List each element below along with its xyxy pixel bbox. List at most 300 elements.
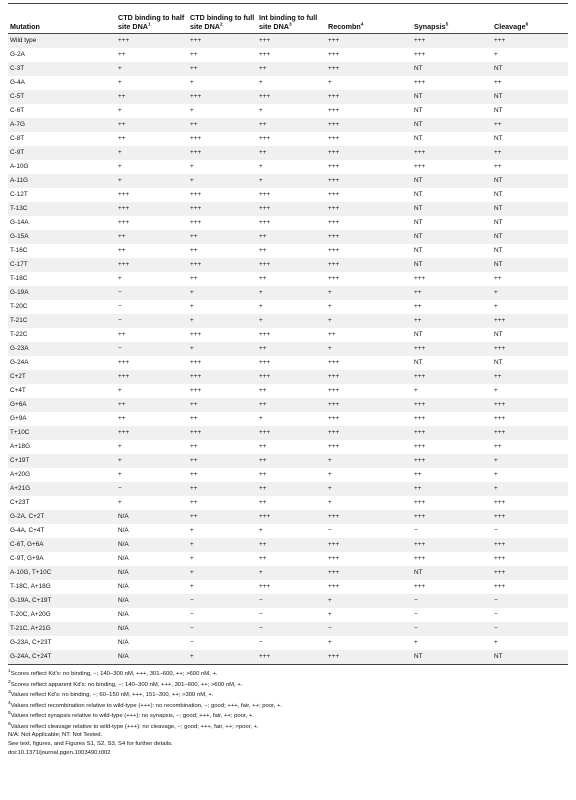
table-row: [8, 468, 568, 482]
score-cell: ++: [190, 443, 198, 450]
score-cell: +: [190, 527, 194, 534]
score-cell: ++: [118, 331, 126, 338]
mutation-cell: C+23T: [10, 499, 30, 506]
table-container: [8, 0, 568, 757]
score-cell: +++: [259, 219, 271, 226]
footnote-text: Scores reflect apparent Kd's: no binding, −; 140–300 nM, +++, 301–600, ++; >600 nM, +.: [10, 681, 243, 688]
score-cell: ++: [116, 230, 188, 244]
score-cell: N/A: [116, 566, 188, 580]
table-row: [8, 370, 568, 384]
score-cell: +++: [188, 202, 257, 216]
score-cell: N/A: [118, 583, 129, 590]
mutation-cell: T-16C: [10, 247, 28, 254]
score-cell: +: [259, 107, 263, 114]
mutation-cell: C+4T: [10, 387, 26, 394]
score-cell: ++: [492, 370, 568, 384]
score-cell: +: [328, 303, 332, 310]
score-cell: ++: [188, 482, 257, 496]
score-cell: N/A: [118, 555, 129, 562]
score-cell: +: [494, 639, 498, 646]
score-cell: +: [492, 482, 568, 496]
table-row: [8, 216, 568, 230]
mutation-cell: T-21C, A+21G: [8, 622, 116, 636]
mutation-cell: G+9A: [10, 415, 27, 422]
score-cell: +: [326, 594, 412, 608]
score-cell: +++: [412, 454, 492, 468]
score-cell: −: [412, 594, 492, 608]
score-cell: +: [326, 482, 412, 496]
score-cell: +++: [326, 650, 412, 665]
table-row: [8, 118, 568, 132]
mutation-cell: T-20C, A+20G: [10, 611, 51, 618]
footnote-marker: 6: [525, 22, 529, 28]
score-cell: +++: [116, 258, 188, 272]
score-cell: +: [414, 639, 418, 646]
score-cell: NT: [494, 359, 503, 366]
score-cell: +++: [492, 426, 568, 440]
mutation-cell: Wild type: [8, 34, 116, 49]
score-cell: N/A: [116, 650, 188, 665]
score-cell: ++: [257, 482, 326, 496]
score-cell: +: [118, 471, 122, 478]
score-cell: +++: [328, 415, 340, 422]
table-row: [8, 230, 568, 244]
mutation-cell: A+21G: [8, 482, 116, 496]
score-cell: ++: [188, 230, 257, 244]
score-cell: +++: [326, 230, 412, 244]
mutation-cell: C-17T: [8, 258, 116, 272]
table-row: [8, 440, 568, 454]
score-cell: ++: [257, 454, 326, 468]
score-cell: +++: [257, 90, 326, 104]
score-cell: +++: [326, 258, 412, 272]
score-cell: +: [328, 639, 332, 646]
score-cell: +++: [328, 247, 340, 254]
score-cell: +: [118, 499, 122, 506]
score-cell: +: [259, 79, 263, 86]
score-cell: +++: [492, 538, 568, 552]
score-cell: +: [188, 566, 257, 580]
score-cell: +++: [328, 191, 340, 198]
mutation-cell: G-14A: [10, 219, 29, 226]
mutation-cell: C+2T: [8, 370, 116, 384]
score-cell: +: [259, 527, 263, 534]
score-cell: ++: [259, 387, 267, 394]
score-cell: +++: [259, 583, 271, 590]
score-cell: +++: [414, 555, 426, 562]
score-cell: −: [414, 527, 418, 534]
score-cell: +: [492, 454, 568, 468]
mutation-cell: A-7G: [8, 118, 116, 132]
score-cell: +: [494, 471, 498, 478]
score-cell: NT: [414, 247, 423, 254]
score-cell: +++: [414, 275, 426, 282]
mutation-cell: C-9T, G+9A: [10, 555, 44, 562]
mutation-cell: G-23A, C+23T: [10, 639, 52, 646]
mutation-cell: C-6T: [10, 107, 25, 114]
score-cell: +: [118, 79, 122, 86]
score-cell: ++: [414, 471, 422, 478]
score-cell: +: [259, 303, 263, 310]
score-cell: ++: [116, 90, 188, 104]
score-cell: ++: [116, 118, 188, 132]
score-cell: +++: [328, 359, 340, 366]
footnote-marker: 4: [360, 22, 364, 28]
score-cell: +++: [328, 443, 340, 450]
footnote-mark: 2: [8, 679, 11, 685]
score-cell: NT: [412, 174, 492, 188]
footnote: [8, 679, 568, 690]
score-cell: +++: [494, 415, 506, 422]
score-cell: −: [494, 527, 498, 534]
mutation-cell: T-21C: [8, 314, 116, 328]
table-row: [8, 132, 568, 146]
table-row: [8, 594, 568, 608]
score-cell: ++: [188, 510, 257, 524]
mutation-cell: G-23A: [8, 342, 116, 356]
table-row: [8, 104, 568, 118]
score-cell: +++: [116, 34, 188, 49]
table-row: [8, 62, 568, 76]
score-cell: +: [257, 174, 326, 188]
score-cell: +: [257, 314, 326, 328]
score-cell: +++: [326, 34, 412, 49]
mutation-cell: G-19A: [8, 286, 116, 300]
score-cell: ++: [188, 398, 257, 412]
score-cell: +: [257, 286, 326, 300]
score-cell: N/A: [116, 622, 188, 636]
column-header-label: CTD binding to half site DNA: [118, 13, 185, 31]
score-cell: +++: [492, 342, 568, 356]
column-header-label: Int binding to full site DNA: [259, 13, 318, 31]
score-cell: +++: [492, 314, 568, 328]
footnote-text: Values reflect synapsis relative to wild-type (+++): no synapsis, −; good; +++, fair, ++; poor, +.: [10, 713, 254, 720]
score-cell: NT: [414, 359, 423, 366]
table-row: [8, 496, 568, 510]
mutation-cell: G-4A: [10, 79, 25, 86]
score-cell: NT: [412, 118, 492, 132]
mutation-cell: C-5T: [8, 90, 116, 104]
score-cell: +++: [190, 191, 202, 198]
score-cell: +++: [412, 538, 492, 552]
score-cell: ++: [118, 415, 126, 422]
score-cell: −: [494, 611, 498, 618]
score-cell: +++: [494, 583, 506, 590]
score-cell: +++: [326, 510, 412, 524]
score-cell: +: [326, 314, 412, 328]
footnote-text: Values reflect Kd's: no binding, −; 60–150 nM, +++, 151–300, ++; >300 nM, +.: [10, 692, 214, 699]
score-cell: NT: [492, 202, 568, 216]
score-cell: +++: [326, 90, 412, 104]
score-cell: −: [188, 594, 257, 608]
score-cell: +++: [257, 650, 326, 665]
score-cell: +: [328, 611, 332, 618]
column-header-label: Cleavage: [494, 21, 526, 31]
abbreviations-note: N/A: Not Applicable; NT: Not Tested.: [8, 732, 103, 739]
score-cell: ++: [116, 398, 188, 412]
score-cell: −: [188, 622, 257, 636]
mutation-cell: A-10G: [10, 163, 29, 170]
mutation-cell: T+10C: [8, 426, 116, 440]
mutation-cell: T-22C: [10, 331, 28, 338]
score-cell: NT: [414, 135, 423, 142]
score-cell: −: [259, 639, 263, 646]
score-cell: −: [116, 314, 188, 328]
table-footnotes: [8, 668, 568, 757]
score-cell: +++: [328, 555, 340, 562]
score-cell: +++: [190, 331, 202, 338]
score-cell: +: [116, 454, 188, 468]
score-cell: ++: [412, 314, 492, 328]
score-cell: NT: [494, 191, 503, 198]
score-cell: ++: [190, 499, 198, 506]
score-cell: +++: [328, 107, 340, 114]
footnote: [8, 689, 568, 700]
column-header-label: Recombn: [328, 21, 361, 31]
score-cell: ++: [494, 79, 502, 86]
score-cell: +++: [190, 135, 202, 142]
score-cell: +: [188, 342, 257, 356]
column-header: [326, 14, 412, 34]
table-row: [8, 552, 568, 566]
score-cell: +: [414, 387, 418, 394]
table-row: [8, 524, 568, 538]
table-row: [8, 454, 568, 468]
score-cell: NT: [492, 230, 568, 244]
score-cell: −: [257, 622, 326, 636]
score-cell: −: [118, 303, 122, 310]
score-cell: +++: [414, 79, 426, 86]
table-row: [8, 426, 568, 440]
mutation-cell: G-15A: [8, 230, 116, 244]
score-cell: ++: [328, 331, 336, 338]
table-row: [8, 314, 568, 328]
score-cell: NT: [414, 219, 423, 226]
score-cell: ++: [118, 135, 126, 142]
mutation-cell: T-18C, A+18G: [10, 583, 51, 590]
score-cell: +++: [188, 426, 257, 440]
score-cell: +++: [412, 146, 492, 160]
score-cell: +: [326, 286, 412, 300]
footnote-mark: 6: [8, 721, 11, 727]
column-header-label: CTD binding to full site DNA: [190, 13, 255, 31]
column-header: [8, 14, 116, 34]
mutation-cell: A-10G, T+10C: [8, 566, 116, 580]
score-cell: NT: [414, 331, 423, 338]
footnote-text: Values reflect recombination relative to wild-type (+++): no recombination, −; good; +++, fair, ++; poor, +.: [10, 702, 283, 709]
table-row: [8, 622, 568, 636]
score-cell: +++: [328, 51, 340, 58]
score-cell: +++: [328, 275, 340, 282]
score-cell: +++: [328, 163, 340, 170]
score-cell: +: [190, 555, 194, 562]
score-cell: +: [188, 650, 257, 665]
mutation-cell: G-2A, C+2T: [8, 510, 116, 524]
table-row: [8, 650, 568, 665]
score-cell: ++: [259, 443, 267, 450]
mutation-table: [8, 14, 568, 665]
score-cell: +++: [494, 555, 506, 562]
score-cell: +++: [257, 510, 326, 524]
score-cell: +: [257, 566, 326, 580]
footnote-marker: 3: [288, 22, 292, 28]
score-cell: +: [259, 163, 263, 170]
score-cell: +: [116, 62, 188, 76]
mutation-cell: G-2A: [10, 51, 25, 58]
score-cell: −: [328, 527, 332, 534]
score-cell: +++: [414, 583, 426, 590]
mutation-cell: A+18G: [10, 443, 31, 450]
score-cell: +: [328, 499, 332, 506]
mutation-cell: A-11G: [8, 174, 116, 188]
score-cell: +: [494, 387, 498, 394]
footnote-text: Scores reflect Kd's: no binding, −; 140–300 nM, +++, 301–600, ++; >600 nM, +.: [10, 670, 218, 677]
score-cell: +++: [188, 90, 257, 104]
score-cell: +: [118, 443, 122, 450]
score-cell: +++: [328, 135, 340, 142]
score-cell: +: [328, 471, 332, 478]
score-cell: ++: [259, 471, 267, 478]
score-cell: +++: [188, 370, 257, 384]
score-cell: +++: [412, 34, 492, 49]
score-cell: −: [116, 342, 188, 356]
mutation-cell: A+20G: [10, 471, 31, 478]
score-cell: +++: [326, 118, 412, 132]
score-cell: +++: [326, 62, 412, 76]
score-cell: +++: [190, 219, 202, 226]
score-cell: N/A: [118, 527, 129, 534]
score-cell: +++: [188, 258, 257, 272]
score-cell: −: [116, 482, 188, 496]
table-row: [8, 272, 568, 286]
score-cell: +: [190, 107, 194, 114]
score-cell: +++: [414, 499, 426, 506]
score-cell: ++: [118, 247, 126, 254]
score-cell: +++: [190, 387, 202, 394]
mutation-cell: G-4A, C+4T: [10, 527, 45, 534]
table-row: [8, 34, 568, 49]
footnote-mark: 4: [8, 700, 11, 706]
score-cell: ++: [259, 275, 267, 282]
score-cell: ++: [259, 499, 267, 506]
column-header: [188, 14, 257, 34]
score-cell: ++: [412, 286, 492, 300]
score-cell: +++: [188, 146, 257, 160]
table-row: [8, 258, 568, 272]
score-cell: ++: [190, 51, 198, 58]
score-cell: +++: [257, 202, 326, 216]
score-cell: +++: [259, 51, 271, 58]
footnote-marker: 5: [445, 22, 449, 28]
table-row: [8, 76, 568, 90]
score-cell: NT: [492, 90, 568, 104]
score-cell: +++: [494, 499, 506, 506]
score-cell: +++: [412, 426, 492, 440]
mutation-cell: C-6T, G+6A: [8, 538, 116, 552]
score-cell: NT: [412, 62, 492, 76]
mutation-cell: G-24A, C+24T: [8, 650, 116, 665]
score-cell: ++: [190, 247, 198, 254]
score-cell: +++: [326, 146, 412, 160]
footnote: [8, 721, 568, 732]
score-cell: +++: [257, 258, 326, 272]
score-cell: +++: [257, 34, 326, 49]
top-rule: [8, 3, 568, 4]
mutation-cell: C-3T: [8, 62, 116, 76]
table-row: [8, 356, 568, 370]
score-cell: +++: [259, 359, 271, 366]
score-cell: +++: [492, 398, 568, 412]
score-cell: +++: [116, 202, 188, 216]
score-cell: +: [188, 286, 257, 300]
mutation-cell: C-12T: [10, 191, 28, 198]
score-cell: NT: [412, 566, 492, 580]
score-cell: +: [190, 583, 194, 590]
score-cell: NT: [412, 258, 492, 272]
footnote-text: Values reflect cleavage relative to wild-type (+++): no cleavage, −; good; +++, fair, ++; >poor, +.: [10, 723, 259, 730]
doi-note: doi:10.1371/journal.pgen.1003490.t002: [8, 749, 111, 756]
score-cell: +: [326, 454, 412, 468]
score-cell: +++: [259, 331, 271, 338]
score-cell: +++: [326, 370, 412, 384]
score-cell: −: [190, 611, 194, 618]
score-cell: +++: [412, 370, 492, 384]
score-cell: +++: [492, 566, 568, 580]
table-row: [8, 566, 568, 580]
score-cell: +++: [190, 359, 202, 366]
score-cell: −: [190, 639, 194, 646]
score-cell: +: [188, 538, 257, 552]
table-row: [8, 202, 568, 216]
score-cell: ++: [257, 62, 326, 76]
score-cell: +++: [328, 583, 340, 590]
score-cell: −: [257, 594, 326, 608]
score-cell: +++: [412, 398, 492, 412]
score-cell: +: [259, 415, 263, 422]
score-cell: ++: [259, 555, 267, 562]
table-row: [8, 48, 568, 62]
score-cell: +++: [414, 163, 426, 170]
score-cell: +++: [326, 566, 412, 580]
score-cell: NT: [492, 174, 568, 188]
score-cell: NT: [494, 135, 503, 142]
column-header: [257, 14, 326, 34]
score-cell: ++: [494, 275, 502, 282]
column-header: [492, 14, 568, 34]
score-cell: NT: [412, 202, 492, 216]
table-row: [8, 384, 568, 398]
footnote-marker: 1: [147, 22, 151, 28]
score-cell: +++: [326, 398, 412, 412]
table-row: [8, 538, 568, 552]
score-cell: +++: [326, 202, 412, 216]
table-row: [8, 342, 568, 356]
score-cell: +++: [326, 174, 412, 188]
score-cell: ++: [257, 146, 326, 160]
score-cell: ++: [190, 471, 198, 478]
table-row: [8, 398, 568, 412]
score-cell: +: [188, 174, 257, 188]
table-row: [8, 146, 568, 160]
score-cell: +++: [257, 370, 326, 384]
table-row: [8, 90, 568, 104]
score-cell: +: [326, 342, 412, 356]
score-cell: +++: [118, 191, 130, 198]
score-cell: NT: [412, 230, 492, 244]
table-row: [8, 636, 568, 650]
footnote-mark: 3: [8, 690, 11, 696]
table-row: [8, 174, 568, 188]
